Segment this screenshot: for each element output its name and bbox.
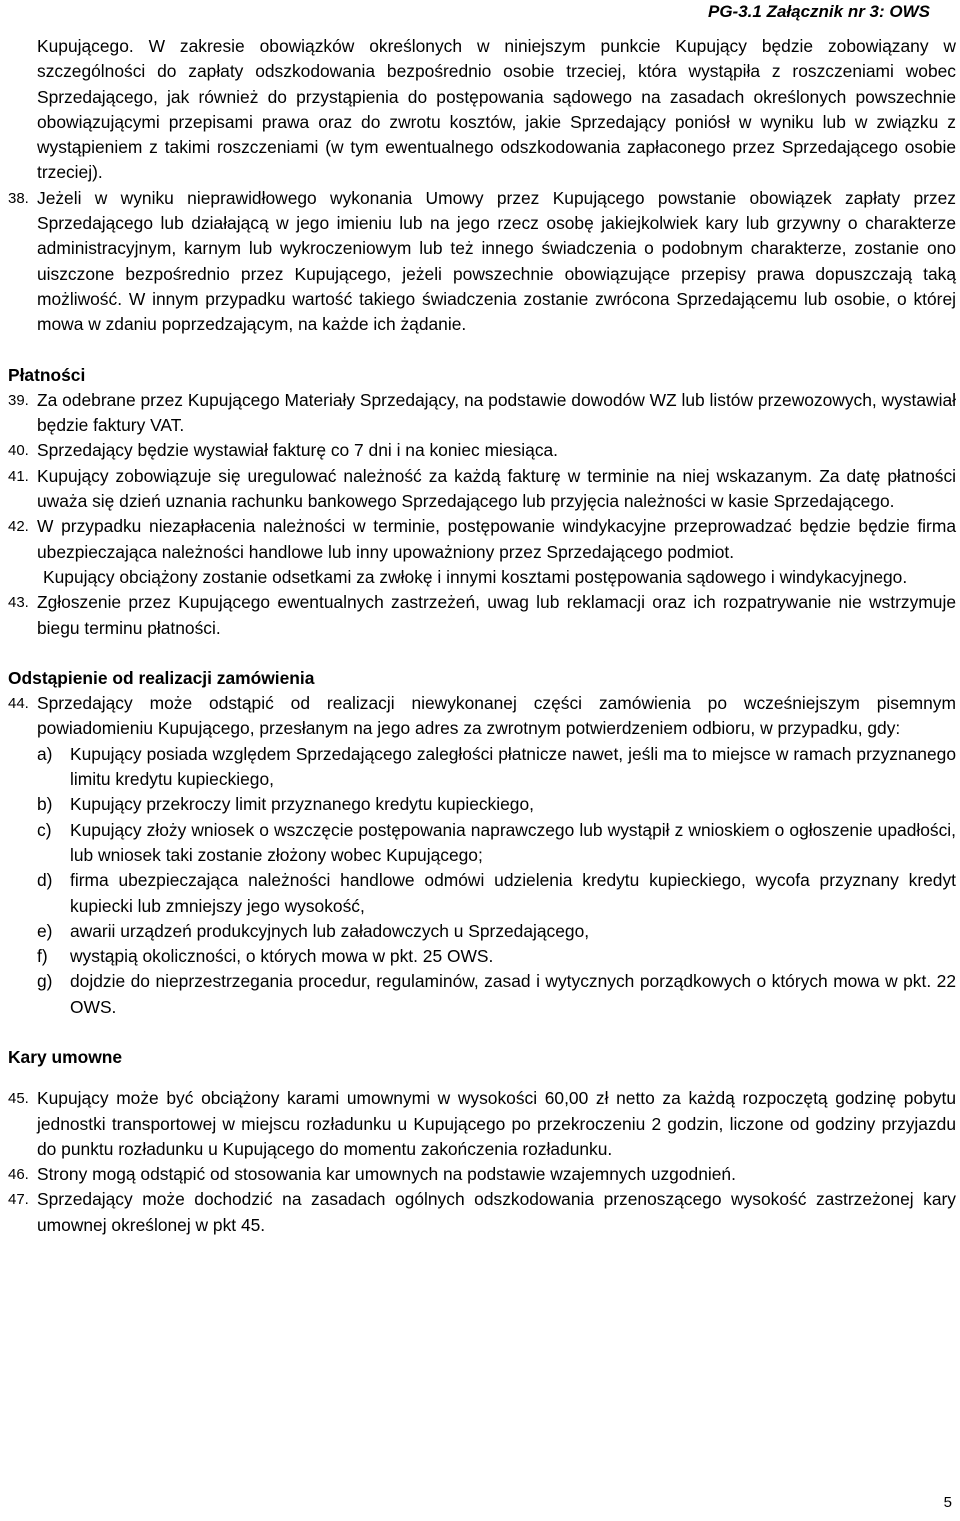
clause-47	[8, 1187, 956, 1238]
subclause-f	[37, 944, 956, 969]
subclause-c	[37, 818, 956, 869]
subclause-text: Kupujący złoży wniosek o wszczęcie postępowania naprawczego lub wystąpił z wnioskiem o ogłoszenie upadłości, lub wniosek taki zostanie złożony wobec Kupującego;	[70, 819, 956, 865]
clause-number: 47.	[8, 1191, 29, 1209]
subclause-text: awarii urządzeń produkcyjnych lub załadowczych u Sprzedającego,	[70, 920, 590, 941]
subclause-a	[37, 742, 956, 793]
clause-39	[8, 388, 956, 439]
clause-45	[8, 1086, 956, 1162]
subclause-g	[37, 969, 956, 1020]
clause-text: Zgłoszenie przez Kupującego ewentualnych zastrzeżeń, uwag lub reklamacji oraz ich rozpatrywanie nie wstrzymuje biegu terminu płatności.	[37, 592, 956, 638]
subclause-label: f)	[37, 946, 48, 967]
heading-kary-umowne-text: Kary umowne	[8, 1046, 123, 1067]
clause-number: 45.	[8, 1090, 29, 1108]
clause-text: Sprzedający może odstąpić od realizacji niewykonanej części zamówienia po wcześniejszym pisemnym powiadomieniu Kupującego, przesłanym na jego adres za zwrotnym potwierdzeniem odbioru, w przypadku, gdy:	[37, 693, 956, 739]
clause-text: Sprzedający może dochodzić na zasadach ogólnych odszkodowania przenoszącego wysokość zastrzeżonej kary umownej określonej w pkt 45.	[37, 1189, 956, 1235]
clause-42	[8, 514, 956, 565]
heading-odstapienie: Odstąpienie od realizacji zamówienia	[8, 667, 315, 688]
subclause-e	[37, 919, 956, 944]
subclause-label: a)	[37, 743, 53, 764]
subclause-text: dojdzie do nieprzestrzegania procedur, regulaminów, zasad i wytycznych porządkowych o których mowa w pkt. 22 OWS.	[70, 971, 956, 1017]
page-number: 5	[943, 1494, 952, 1511]
subclause-b	[37, 792, 956, 817]
subclause-d	[37, 868, 956, 919]
clause-text: Kupujący zobowiązuje się uregulować należność za każdą fakturę w terminie na niej wskazanym. Za datę płatności uważa się dzień uznania rachunku bankowego Sprzedającego lub przyjęcia należności w kasie Sprzedającego.	[37, 465, 956, 512]
subclause-label: e)	[37, 920, 53, 941]
page-header: PG-3.1 Załącznik nr 3: OWS	[707, 2, 930, 21]
clause-number: 39.	[8, 391, 29, 409]
subclause-label: c)	[37, 819, 52, 840]
clause-number: 46.	[8, 1166, 29, 1184]
clause-number: 38.	[8, 189, 29, 207]
clause-38	[8, 186, 956, 338]
clause-number: 43.	[8, 594, 29, 612]
clause-number: 42.	[8, 518, 29, 536]
clause-40	[8, 438, 956, 463]
clause-number: 40.	[8, 442, 29, 460]
subclause-text: Kupujący przekroczy limit przyznanego kredytu kupieckiego,	[70, 794, 534, 815]
heading-kary-umowne	[8, 1045, 956, 1070]
clause-text: W przypadku niezapłacenia należności w terminie, postępowanie windykacyjne przeprowadzać będzie będzie firma ubezpieczająca należności handlowe lub inny upoważniony przez Sprzedającego podmiot.	[37, 516, 956, 562]
document-body	[8, 34, 956, 1238]
clause-42-continuation: Kupujący obciążony zostanie odsetkami za zwłokę i innymi kosztami postępowania sądowego i windykacyjnego.	[43, 566, 908, 587]
clause-text: Za odebrane przez Kupującego Materiały Sprzedający, na podstawie dowodów WZ lub listów przewozowych, wystawiał będzie faktury VAT.	[37, 389, 956, 436]
heading-platnosci: Płatności	[8, 364, 86, 385]
subclause-label: g)	[37, 971, 53, 992]
subclause-label: d)	[37, 870, 53, 891]
clause-41	[8, 464, 956, 515]
clause-43	[8, 590, 956, 641]
clause-text: Jeżeli w wyniku nieprawidłowego wykonania Umowy przez Kupującego powstanie obowiązek zapłaty przez Sprzedającego lub działającą w jego imieniu lub na jego rzecz osobę jakiejkolwiek kary lub grzywny o charakterze administracyjnym, karnym lub wykroczeniowym lub też innego świadczenia o podobnym charakterze, zostanie ono uiszczone bezpośrednio przez Kupującego, jeżeli powszechnie obowiązujące przepisy prawa dopuszczają taką możliwość. W innym przypadku wartość takiego świadczenia zostanie zwrócona Sprzedającemu lub osobie, o której mowa w zdaniu poprzedzającym, na każde ich żądanie.	[37, 187, 956, 335]
subclause-label: b)	[37, 794, 53, 815]
intro-paragraph: Kupującego. W zakresie obowiązków określonych w niniejszym punkcie Kupujący będzie zobowiązany w szczególności do zapłaty odszkodowania bezpośrednio osobie trzeciej, która wystąpiła z roszczeniami wobec Sprzedającego, jak również do przystąpienia do postępowania sądowego na zasadach określonych powszechnie obowiązującymi przepisami prawa oraz do zwrotu kosztów, jakie Sprzedający poniósł w wyniku lub w związku z wystąpieniem z takimi roszczeniami (w tym ewentualnego odszkodowania zapłaconego przez Sprzedającego osobie trzeciej).	[37, 36, 956, 183]
subclause-text: wystąpią okoliczności, o których mowa w pkt. 25 OWS.	[70, 946, 494, 967]
clause-46	[8, 1162, 956, 1187]
subclause-text: Kupujący posiada względem Sprzedającego zaległości płatnicze nawet, jeśli ma to miejsce w ramach przyznanego limitu kredytu kupieckiego,	[70, 743, 956, 790]
clause-text: Sprzedający będzie wystawiał fakturę co 7 dni i na koniec miesiąca.	[37, 440, 559, 461]
clause-text: Strony mogą odstąpić od stosowania kar umownych na podstawie wzajemnych uzgodnień.	[37, 1164, 736, 1185]
subclause-text: firma ubezpieczająca należności handlowe odmówi udzielenia kredytu kupieckiego, wycofa przyznany kredyt kupiecki lub zmniejszy jego wysokość,	[70, 870, 956, 916]
clause-text: Kupujący może być obciążony karami umownymi w wysokości 60,00 zł netto za każdą rozpoczętą godzinę pobytu jednostki transportowej w miejscu rozładunku u Kupującego po przekroczeniu 2 godzin, liczone od godziny przyjazdu do punktu rozładunku u Kupującego do momentu zakończenia rozładunku.	[37, 1088, 956, 1159]
clause-number: 44.	[8, 695, 29, 713]
clause-number: 41.	[8, 467, 29, 485]
clause-44	[8, 691, 956, 742]
